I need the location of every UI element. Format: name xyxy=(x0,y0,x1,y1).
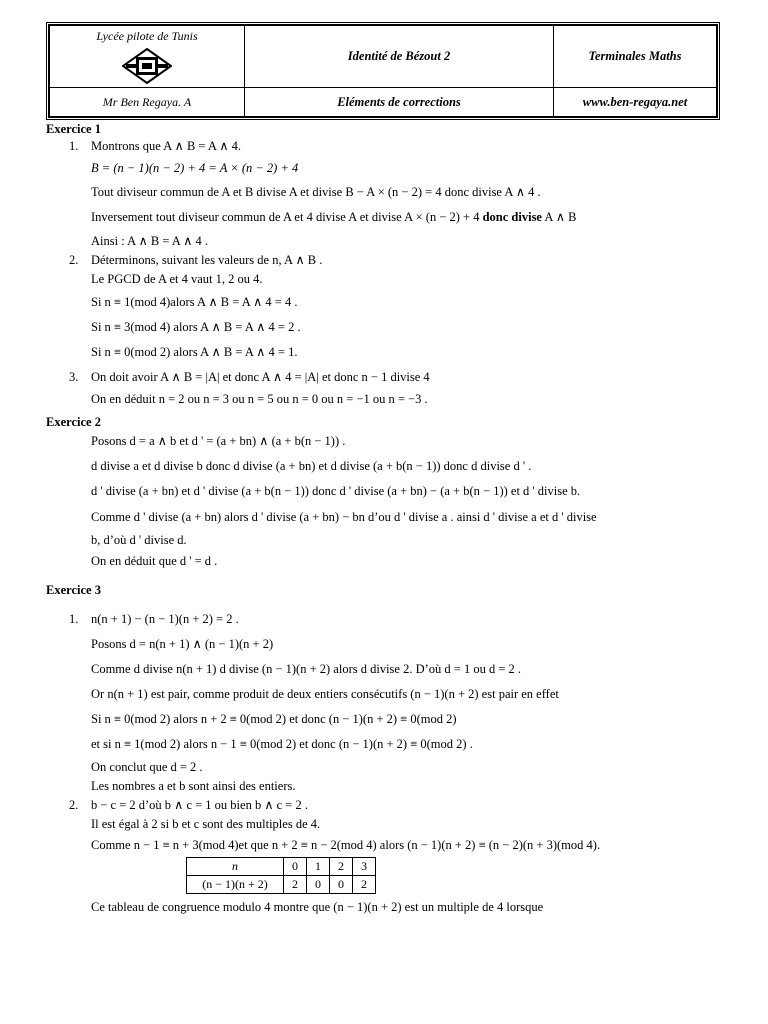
ex3-item-1 xyxy=(46,610,720,629)
ex1-line-4 xyxy=(46,208,720,227)
school-cell xyxy=(50,26,245,88)
website-link[interactable]: www.ben-regaya.net xyxy=(582,94,688,109)
table-cell: 0 xyxy=(284,858,307,876)
ex3-item-2 xyxy=(46,796,720,815)
ex1-line-7: Le PGCD de A et 4 vaut 1, 2 ou 4. xyxy=(91,272,263,286)
ex3-line-10: Il est égal à 2 si b et c sont des multiples de 4. xyxy=(91,817,321,831)
ex3-line-1: n(n + 1) − (n − 1)(n + 2) = 2 . xyxy=(91,612,239,626)
table-cell: 3 xyxy=(353,858,376,876)
table-cell: 0 xyxy=(307,876,330,894)
table-row xyxy=(187,876,376,894)
table-cell: (n − 1)(n + 2) xyxy=(187,876,284,894)
ex3-line-8: Les nombres a et b sont ainsi des entiers. xyxy=(91,779,296,793)
exercise-3-title: Exercice 3 xyxy=(46,583,101,597)
congruence-table xyxy=(186,857,376,894)
ex2-line-6: On en déduit que d ' = d . xyxy=(91,554,218,568)
ex2-line-5: b, d’où d ' divise d. xyxy=(91,533,187,547)
ex1-line-9: Si n ≡ 3(mod 4) alors A ∧ B = A ∧ 4 = 2 . xyxy=(91,320,301,334)
school-logo-icon xyxy=(122,48,172,84)
ex3-line-3: Comme d divise n(n + 1) d divise (n − 1)(n + 2) alors d divise 2. D’où d = 1 ou d = 2 . xyxy=(91,662,521,676)
table-cell: 0 xyxy=(330,876,353,894)
ex1-line-4-start: Inversement tout diviseur commun de A et 4 divise A et divise A × (n − 2) + 4 xyxy=(91,210,483,224)
ex3-line-2: Posons d = n(n + 1) ∧ (n − 1)(n + 2) xyxy=(91,637,274,651)
ex1-line-1: Montrons que A ∧ B = A ∧ 4. xyxy=(91,139,242,153)
item-number: 2. xyxy=(69,798,79,812)
ex1-item-3 xyxy=(46,368,720,387)
corrections-content xyxy=(46,122,720,917)
table-cell: 2 xyxy=(330,858,353,876)
ex1-item-1 xyxy=(46,137,720,156)
teacher-cell xyxy=(50,88,245,117)
class-level: Terminales Maths xyxy=(588,49,682,63)
exercise-1-title: Exercice 1 xyxy=(46,122,101,136)
ex1-line-2: B = (n − 1)(n − 2) + 4 = A × (n − 2) + 4 xyxy=(91,161,299,175)
ex2-line-4: Comme d ' divise (a + bn) alors d ' divise (a + bn) − bn d’ou d ' divise a . ainsi d ' divise a et d ' divise xyxy=(91,510,597,524)
ex1-line-10: Si n ≡ 0(mod 2) alors A ∧ B = A ∧ 4 = 1. xyxy=(91,345,298,359)
teacher-name: Mr Ben Regaya. A xyxy=(102,94,192,109)
ex3-line-12: Ce tableau de congruence modulo 4 montre que (n − 1)(n + 2) est un multiple de 4 lorsque xyxy=(91,900,544,914)
ex3-line-6: et si n ≡ 1(mod 2) alors n − 1 ≡ 0(mod 2) et donc (n − 1)(n + 2) ≡ 0(mod 2) . xyxy=(91,737,473,751)
ex3-line-5: Si n ≡ 0(mod 2) alors n + 2 ≡ 0(mod 2) et donc (n − 1)(n + 2) ≡ 0(mod 2) xyxy=(91,712,457,726)
exercise-2-title: Exercice 2 xyxy=(46,415,101,429)
table-cell: 2 xyxy=(353,876,376,894)
ex1-line-3: Tout diviseur commun de A et B divise A et divise B − A × (n − 2) = 4 donc divise A ∧ 4 . xyxy=(91,185,541,199)
school-name: Lycée pilote de Tunis xyxy=(96,29,198,43)
ex1-line-12: On en déduit n = 2 ou n = 3 ou n = 5 ou n = 0 ou n = −1 ou n = −3 . xyxy=(91,392,428,406)
header-box xyxy=(46,22,720,120)
item-number: 1. xyxy=(69,139,79,153)
table-row xyxy=(187,858,376,876)
ex1-line-11: On doit avoir A ∧ B = |A| et donc A ∧ 4 = |A| et donc n − 1 divise 4 xyxy=(91,370,430,384)
ex1-line-4-end: A ∧ B xyxy=(541,210,577,224)
table-cell: n xyxy=(187,858,284,876)
table-cell: 2 xyxy=(284,876,307,894)
ex1-line-8: Si n ≡ 1(mod 4)alors A ∧ B = A ∧ 4 = 4 . xyxy=(91,295,298,309)
document-title: Identité de Bézout 2 xyxy=(347,49,451,63)
document-subtitle: Eléments de corrections xyxy=(337,94,461,109)
item-number: 2. xyxy=(69,253,79,267)
ex3-line-9: b − c = 2 d’où b ∧ c = 1 ou bien b ∧ c = 2 . xyxy=(91,798,308,812)
ex3-line-4: Or n(n + 1) est pair, comme produit de deux entiers consécutifs (n − 1)(n + 2) est pair en effet xyxy=(91,687,559,701)
website-cell xyxy=(554,88,717,117)
ex1-line-5: Ainsi : A ∧ B = A ∧ 4 . xyxy=(91,234,209,248)
ex1-item-2 xyxy=(46,251,720,270)
level-cell xyxy=(554,26,717,88)
ex2-line-2: d divise a et d divise b donc d divise (a + bn) et d divise (a + b(n − 1)) donc d divise d ' . xyxy=(91,459,532,473)
ex2-line-3: d ' divise (a + bn) et d ' divise (a + b(n − 1)) donc d ' divise (a + bn) − (a + b(n − 1)) et d ' divise b. xyxy=(91,484,581,498)
item-number: 1. xyxy=(69,612,79,626)
subtitle-cell xyxy=(245,88,554,117)
ex2-line-1: Posons d = a ∧ b et d ' = (a + bn) ∧ (a + b(n − 1)) . xyxy=(91,434,346,448)
ex3-line-11: Comme n − 1 ≡ n + 3(mod 4)et que n + 2 ≡ n − 2(mod 4) alors (n − 1)(n + 2) ≡ (n − 2)(n + 3)(mod 4). xyxy=(91,838,601,852)
table-cell: 1 xyxy=(307,858,330,876)
title-cell xyxy=(245,26,554,88)
ex1-line-4-bold: donc divise xyxy=(482,210,542,224)
item-number: 3. xyxy=(69,370,79,384)
header-table xyxy=(49,25,717,117)
ex3-line-7: On conclut que d = 2 . xyxy=(91,760,203,774)
ex1-line-6: Déterminons, suivant les valeurs de n, A ∧ B . xyxy=(91,253,323,267)
